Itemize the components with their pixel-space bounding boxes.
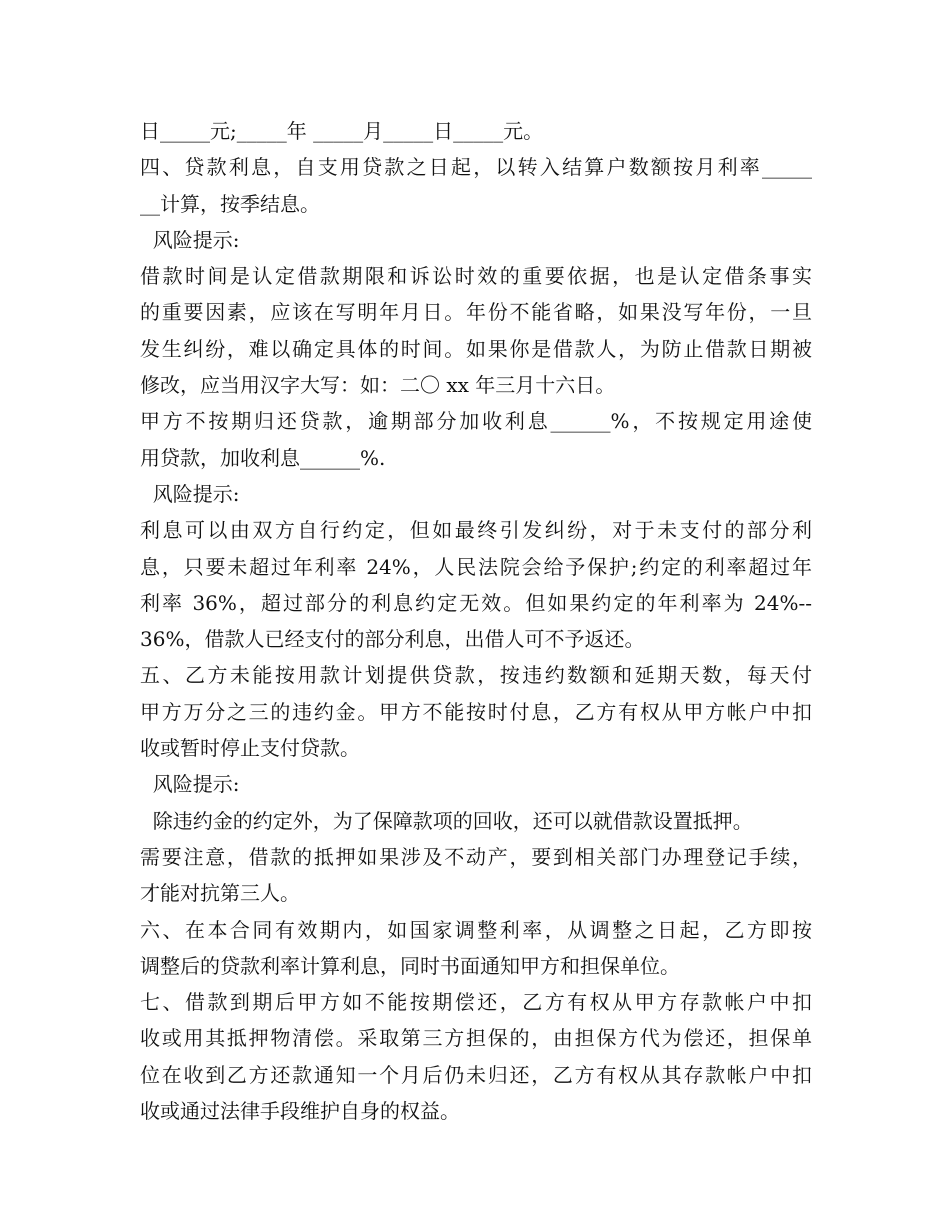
text-line: 修改，应当用汉字大写：如：二〇 xx 年三月十六日。 — [140, 373, 616, 398]
text-line: 收或暂时停止支付贷款。 — [140, 736, 360, 761]
text-line: 风险提示: — [140, 481, 240, 506]
text-line: 风险提示: — [140, 772, 240, 797]
text-line: 调整后的贷款利率计算利息，同时书面通知甲方和担保单位。 — [140, 953, 680, 978]
text-line: 36%，借款人已经支付的部分利息，出借人可不予返还。 — [140, 627, 645, 652]
text-line: 收或用其抵押物清偿。采取第三方担保的，由担保方代为偿还，担保单 — [140, 1026, 812, 1051]
text-line: 息，只要未超过年利率 24%，人民法院会给予保护;约定的利率超过年 — [140, 554, 812, 579]
text-line: 发生纠纷，难以确定具体的时间。如果你是借款人，为防止借款日期被 — [140, 336, 812, 361]
text-line: 甲方不按期归还贷款，逾期部分加收利息______%，不按规定用途使 — [140, 409, 812, 434]
text-line: 才能对抗第三人。 — [140, 881, 300, 906]
text-line: 甲方万分之三的违约金。甲方不能按时付息，乙方有权从甲方帐户中扣 — [140, 699, 812, 724]
document-body — [140, 113, 812, 1129]
text-line: 除违约金的约定外，为了保障款项的回收，还可以就借款设置抵押。 — [140, 808, 753, 833]
text-line: 四、贷款利息，自支用贷款之日起，以转入结算户数额按月利率_____ — [140, 155, 812, 180]
text-line: 利率 36%，超过部分的利息约定无效。但如果约定的年利率为 24%-- — [140, 590, 812, 615]
text-line: 的重要因素，应该在写明年月日。年份不能省略，如果没写年份，一旦 — [140, 300, 812, 325]
text-line: 需要注意，借款的抵押如果涉及不动产，要到相关部门办理登记手续， — [140, 844, 812, 869]
text-line: 五、乙方未能按用款计划提供贷款，按违约数额和延期天数，每天付 — [140, 663, 812, 688]
text-line: __计算，按季结息。 — [140, 191, 320, 216]
text-line: 六、在本合同有效期内，如国家调整利率，从调整之日起，乙方即按 — [140, 917, 812, 942]
text-line: 利息可以由双方自行约定，但如最终引发纠纷，对于未支付的部分利 — [140, 518, 812, 543]
text-line: 借款时间是认定借款期限和诉讼时效的重要依据，也是认定借条事实 — [140, 264, 812, 289]
text-line: 用贷款，加收利息______%. — [140, 445, 386, 470]
text-line: 日_____元;_____年 _____月_____日_____元。 — [140, 119, 544, 143]
text-line: 位在收到乙方还款通知一个月后仍未归还，乙方有权从其存款帐户中扣 — [140, 1062, 812, 1087]
text-line: 收或通过法律手段维护自身的权益。 — [140, 1099, 460, 1124]
text-line: 七、借款到期后甲方如不能按期偿还，乙方有权从甲方存款帐户中扣 — [140, 990, 812, 1015]
text-line: 风险提示: — [140, 227, 240, 252]
